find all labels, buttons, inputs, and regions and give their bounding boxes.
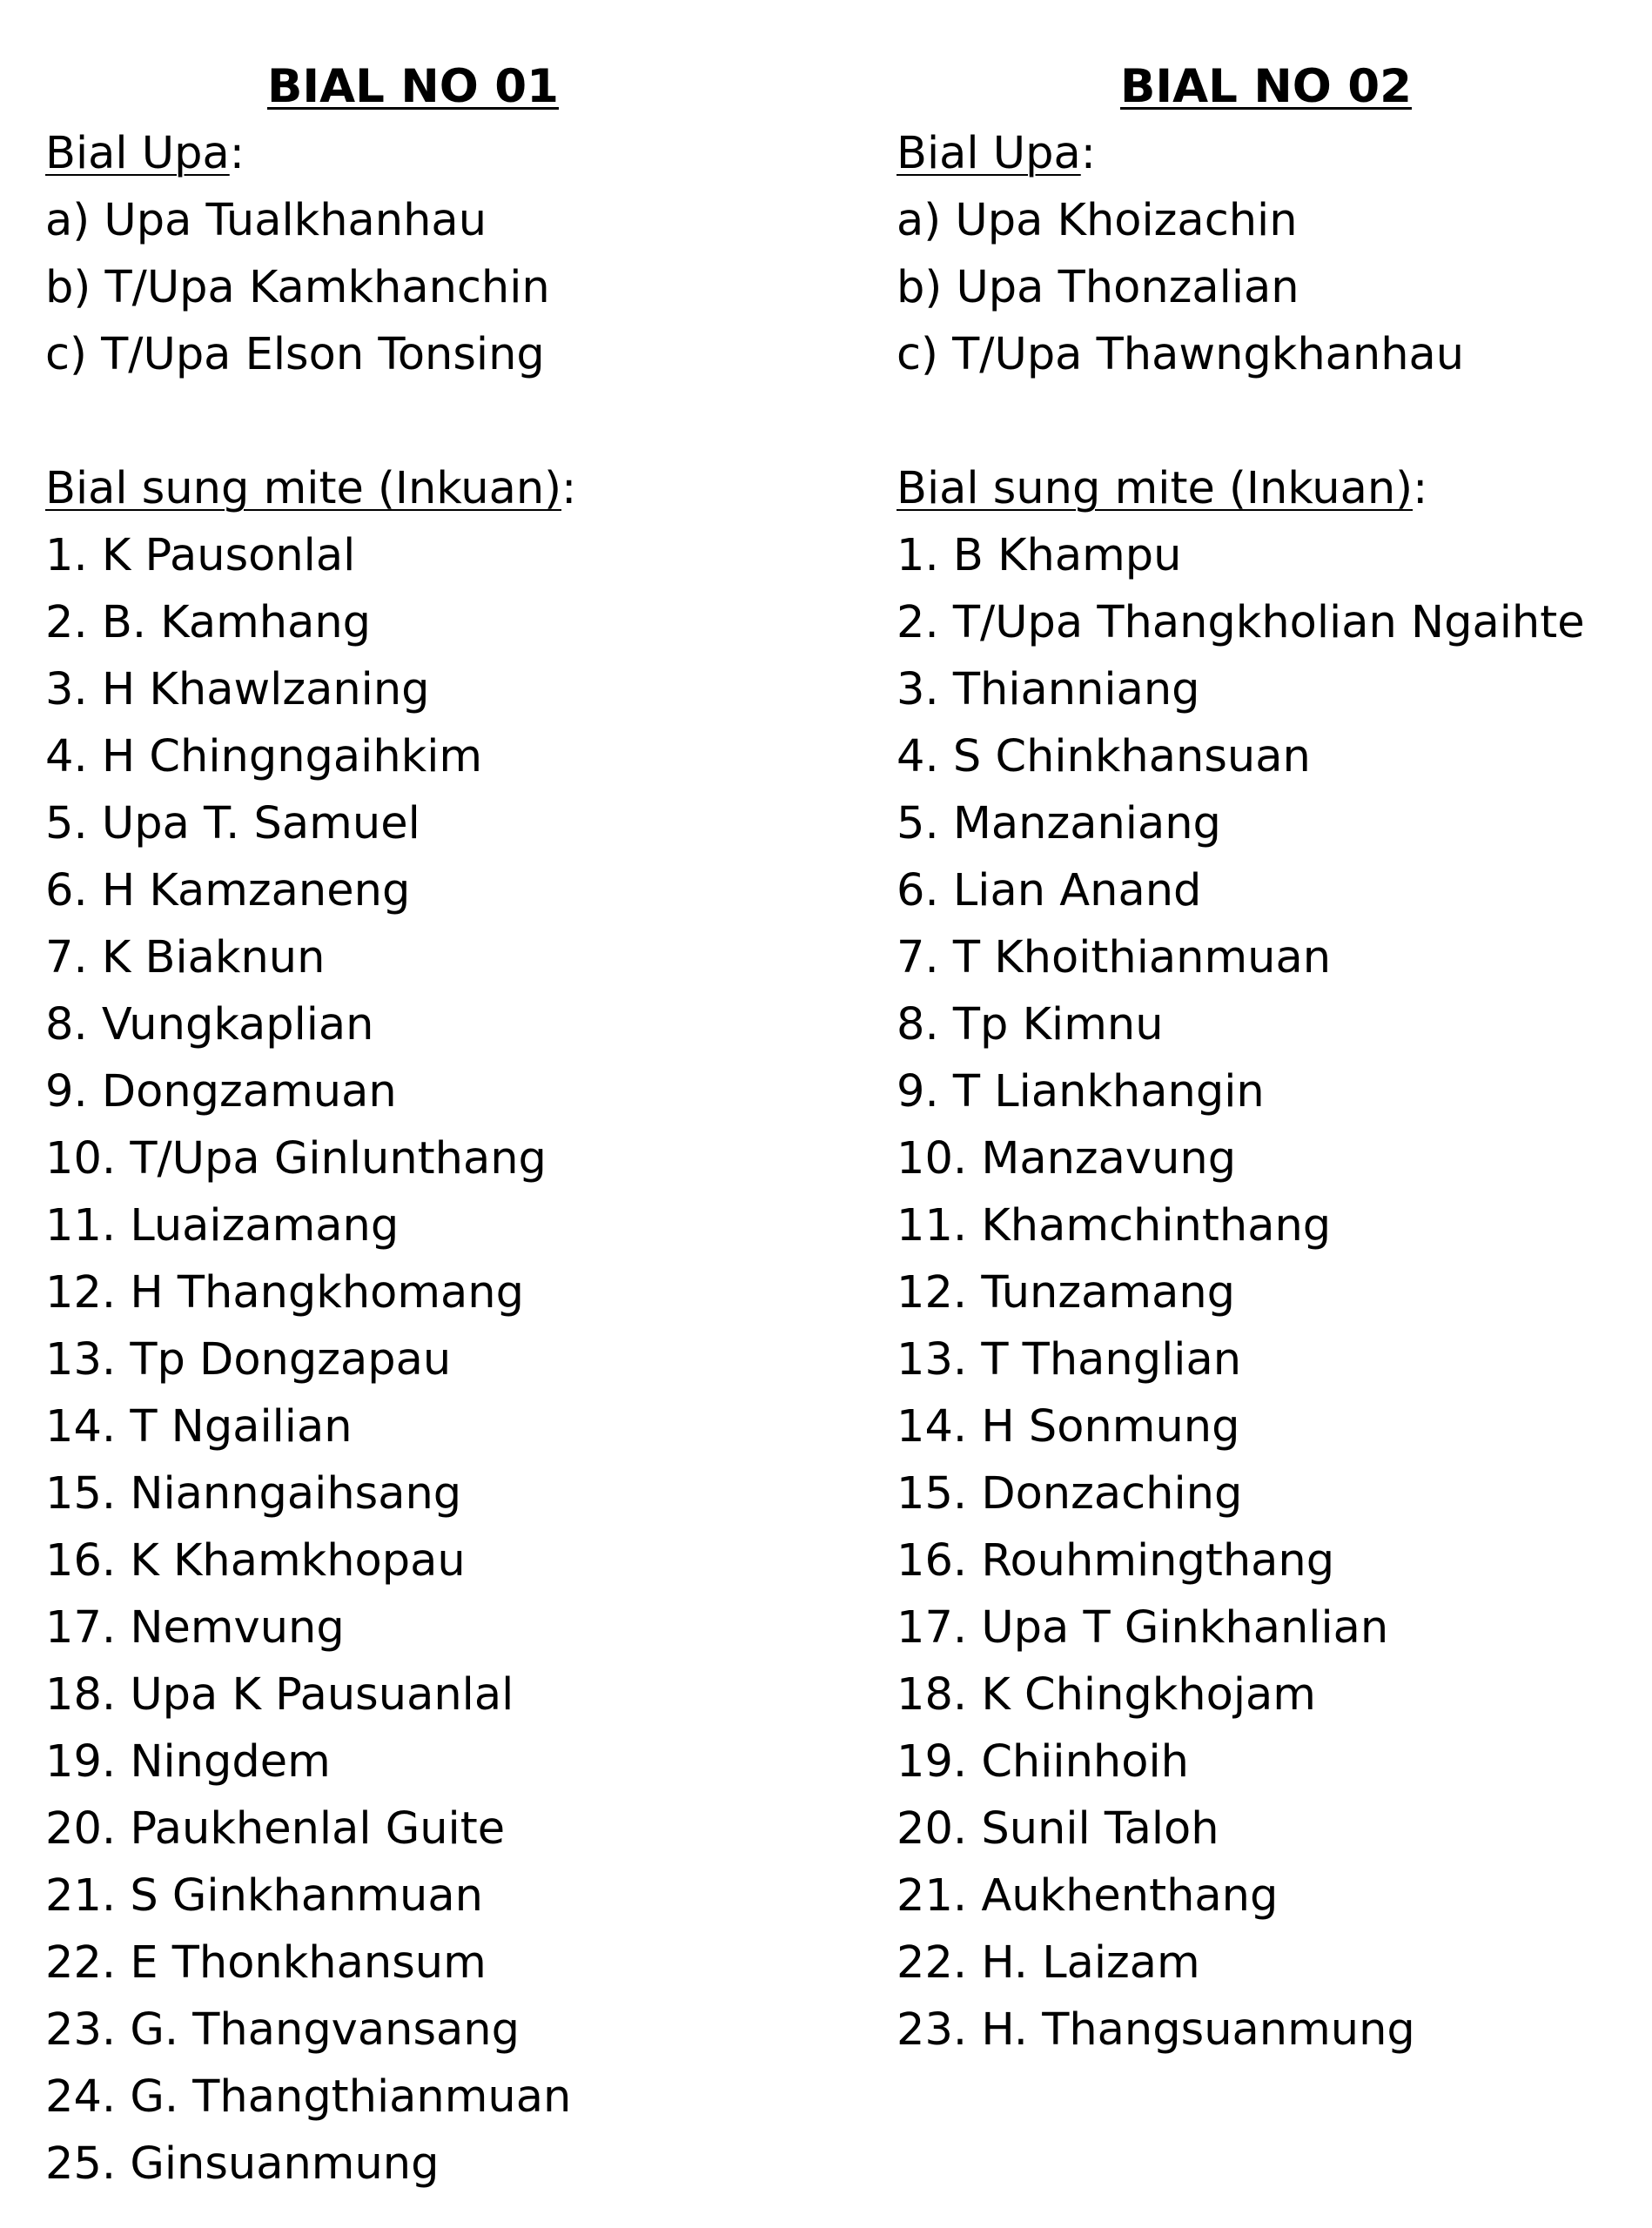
bial-02-member: 7. T Khoithianmuan — [897, 932, 1332, 983]
bial-02-member: 22. H. Laizam — [897, 1937, 1200, 1989]
bial-01-member: 4. H Chingngaihkim — [45, 731, 483, 782]
bial-02-member: 12. Tunzamang — [897, 1267, 1236, 1319]
bial-01-member: 25. Ginsuanmung — [45, 2138, 440, 2190]
bial-01-member: 2. B. Kamhang — [45, 597, 372, 648]
bial-01-member: 24. G. Thangthianmuan — [45, 2071, 572, 2123]
bial-02-member: 16. Rouhmingthang — [897, 1535, 1335, 1587]
bial-02-member: 8. Tp Kimnu — [897, 999, 1164, 1050]
bial-02-upa-heading: Bial Upa: — [897, 128, 1096, 179]
section-spacer — [897, 388, 1585, 455]
bial-01-member: 23. G. Thangvansang — [45, 2004, 520, 2056]
bial-01-member: 10. T/Upa Ginlunthang — [45, 1133, 547, 1184]
bial-01-member: 19. Ningdem — [45, 1736, 331, 1788]
bial-01-member: 11. Luaizamang — [45, 1200, 400, 1252]
bial-02-member: 11. Khamchinthang — [897, 1200, 1332, 1252]
bial-01-member: 20. Paukhenlal Guite — [45, 1803, 506, 1855]
bial-01-members-heading: Bial sung mite (Inkuan): — [45, 463, 577, 514]
bial-02-member: 23. H. Thangsuanmung — [897, 2004, 1415, 2056]
bial-02-member: 15. Donzaching — [897, 1468, 1243, 1520]
bial-01-upa-heading: Bial Upa: — [45, 128, 245, 179]
bial-01-member: 16. K Khamkhopau — [45, 1535, 466, 1587]
bial-02-member: 14. H Sonmung — [897, 1401, 1240, 1453]
bial-02-member: 10. Manzavung — [897, 1133, 1237, 1184]
bial-02-member: 13. T Thanglian — [897, 1334, 1242, 1386]
bial-01-member: 21. S Ginkhanmuan — [45, 1870, 483, 1922]
bial-01-member: 5. Upa T. Samuel — [45, 798, 420, 849]
bial-01-upa-item: b) T/Upa Kamkhanchin — [45, 262, 550, 313]
bial-02-member: 18. K Chingkhojam — [897, 1669, 1316, 1721]
bial-02-member: 6. Lian Anand — [897, 865, 1202, 916]
bial-02-body — [897, 120, 1585, 2064]
bial-01-upa-item: c) T/Upa Elson Tonsing — [45, 329, 545, 380]
bial-02-member: 17. Upa T Ginkhanlian — [897, 1602, 1389, 1654]
bial-02-member: 21. Aukhenthang — [897, 1870, 1279, 1922]
bial-01-member: 1. K Pausonlal — [45, 530, 356, 581]
bial-02-upa-item: b) Upa Thonzalian — [897, 262, 1299, 313]
bial-02-title: BIAL NO 02 — [1120, 60, 1412, 113]
bial-02-member: 5. Manzaniang — [897, 798, 1221, 849]
bial-01-member: 3. H Khawlzaning — [45, 664, 430, 715]
bial-01-member: 22. E Thonkhansum — [45, 1937, 487, 1989]
bial-02-upa-item: a) Upa Khoizachin — [897, 195, 1298, 246]
bial-01-member: 14. T Ngailian — [45, 1401, 353, 1453]
bial-01-title: BIAL NO 01 — [267, 60, 559, 113]
bial-01-member: 13. Tp Dongzapau — [45, 1334, 452, 1386]
bial-01-member: 18. Upa K Pausuanlal — [45, 1669, 514, 1721]
bial-02-member: 2. T/Upa Thangkholian Ngaihte — [897, 597, 1585, 648]
bial-01-member: 7. K Biaknun — [45, 932, 326, 983]
bial-01-member: 12. H Thangkhomang — [45, 1267, 524, 1319]
bial-01-member: 8. Vungkaplian — [45, 999, 374, 1050]
section-spacer — [45, 388, 576, 455]
bial-02-members-heading: Bial sung mite (Inkuan): — [897, 463, 1428, 514]
bial-02-upa-item: c) T/Upa Thawngkhanhau — [897, 329, 1465, 380]
bial-01-member: 9. Dongzamuan — [45, 1066, 397, 1117]
bial-01-upa-item: a) Upa Tualkhanhau — [45, 195, 487, 246]
bial-01-member: 6. H Kamzaneng — [45, 865, 411, 916]
bial-02-member: 9. T Liankhangin — [897, 1066, 1265, 1117]
bial-01-member: 17. Nemvung — [45, 1602, 345, 1654]
bial-02-member: 3. Thianniang — [897, 664, 1200, 715]
bial-02-member: 19. Chiinhoih — [897, 1736, 1189, 1788]
bial-02-member: 20. Sunil Taloh — [897, 1803, 1219, 1855]
bial-02-member: 1. B Khampu — [897, 530, 1182, 581]
bial-01-body — [45, 120, 576, 2198]
bial-02-member: 4. S Chinkhansuan — [897, 731, 1311, 782]
bial-01-member: 15. Nianngaihsang — [45, 1468, 462, 1520]
